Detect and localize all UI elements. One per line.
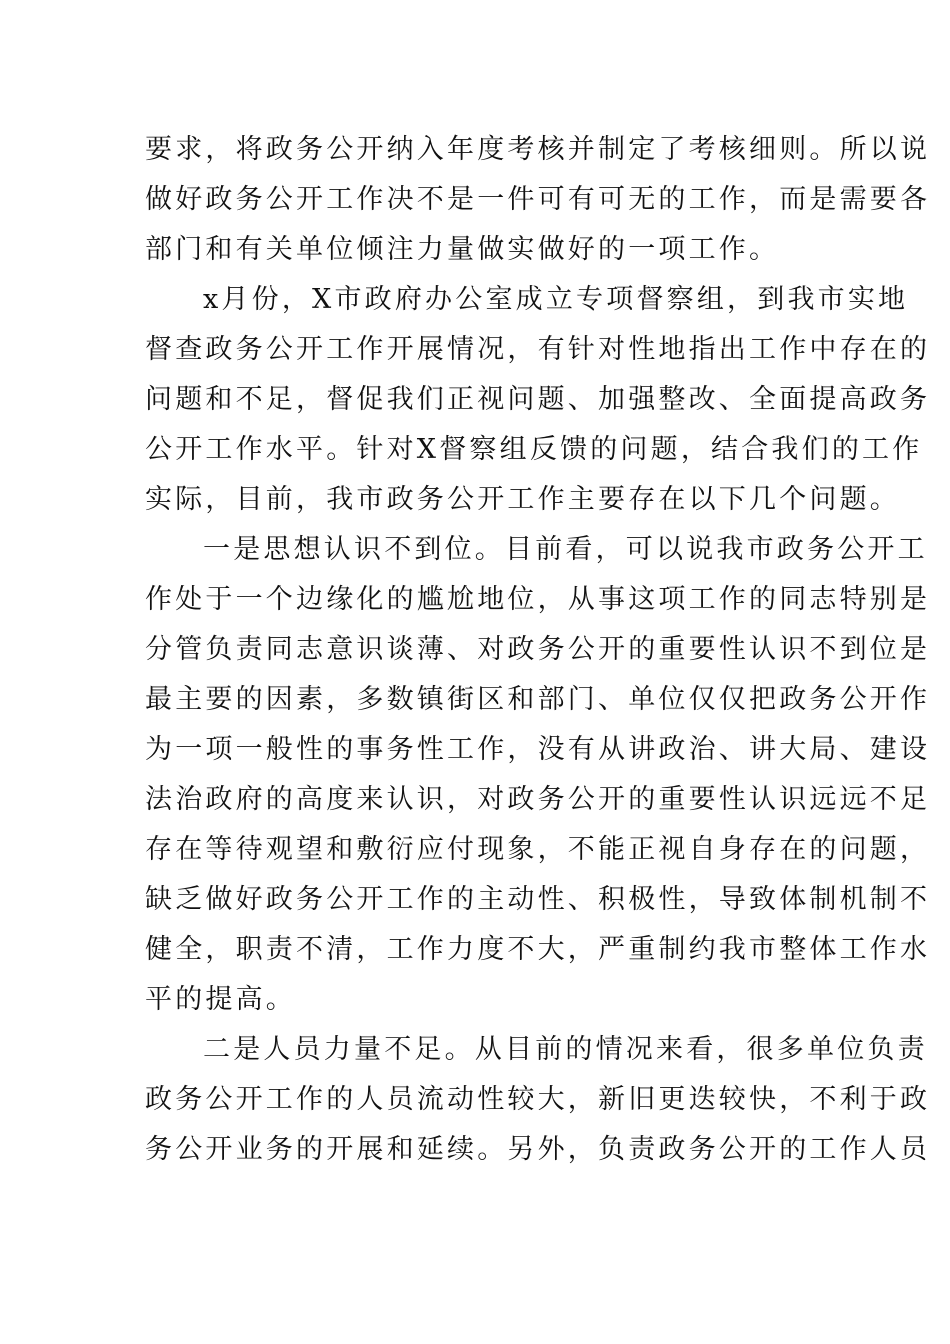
text-line: 问题和不足，督促我们正视问题、加强整改、全面提高政务	[145, 384, 931, 415]
text-line: 要求，将政务公开纳入年度考核并制定了考核细则。所以说	[145, 134, 931, 165]
text-line: x月份，X市政府办公室成立专项督察组，到我市实地	[203, 284, 909, 315]
paragraph-3	[145, 525, 931, 1025]
text-line: 政务公开工作的人员流动性较大，新旧更迭较快，不利于政	[145, 1084, 931, 1115]
paragraph-4	[145, 1025, 931, 1175]
text-line: 实际，目前，我市政务公开工作主要存在以下几个问题。	[145, 484, 900, 515]
text-line: 二是人员力量不足。从目前的情况来看，很多单位负责	[203, 1034, 928, 1065]
text-line: 平的提高。	[145, 984, 296, 1015]
text-line: 一是思想认识不到位。目前看，可以说我市政务公开工	[203, 534, 928, 565]
text-line: 缺乏做好政务公开工作的主动性、积极性，导致体制机制不	[145, 884, 931, 915]
paragraph-1	[145, 125, 931, 275]
text-line: 督查政务公开工作开展情况，有针对性地指出工作中存在的	[145, 334, 931, 365]
document-body	[145, 125, 931, 1175]
text-line: 部门和有关单位倾注力量做实做好的一项工作。	[145, 234, 780, 265]
text-line: 为一项一般性的事务性工作，没有从讲政治、讲大局、建设	[145, 734, 931, 765]
text-line: 法治政府的高度来认识，对政务公开的重要性认识远远不足	[145, 784, 931, 815]
text-line: 做好政务公开工作决不是一件可有可无的工作，而是需要各	[145, 184, 931, 215]
text-line: 作处于一个边缘化的尴尬地位，从事这项工作的同志特别是	[145, 584, 931, 615]
text-line: 公开工作水平。针对X督察组反馈的问题，结合我们的工作	[145, 434, 923, 465]
text-line: 分管负责同志意识谈薄、对政务公开的重要性认识不到位是	[145, 634, 931, 665]
text-line: 最主要的因素，多数镇街区和部门、单位仅仅把政务公开作	[145, 684, 931, 715]
paragraph-2	[145, 275, 931, 525]
text-line: 健全，职责不清，工作力度不大，严重制约我市整体工作水	[145, 934, 931, 965]
text-line: 务公开业务的开展和延续。另外，负责政务公开的工作人员	[145, 1134, 931, 1165]
text-line: 存在等待观望和敷衍应付现象，不能正视自身存在的问题，	[145, 834, 931, 865]
